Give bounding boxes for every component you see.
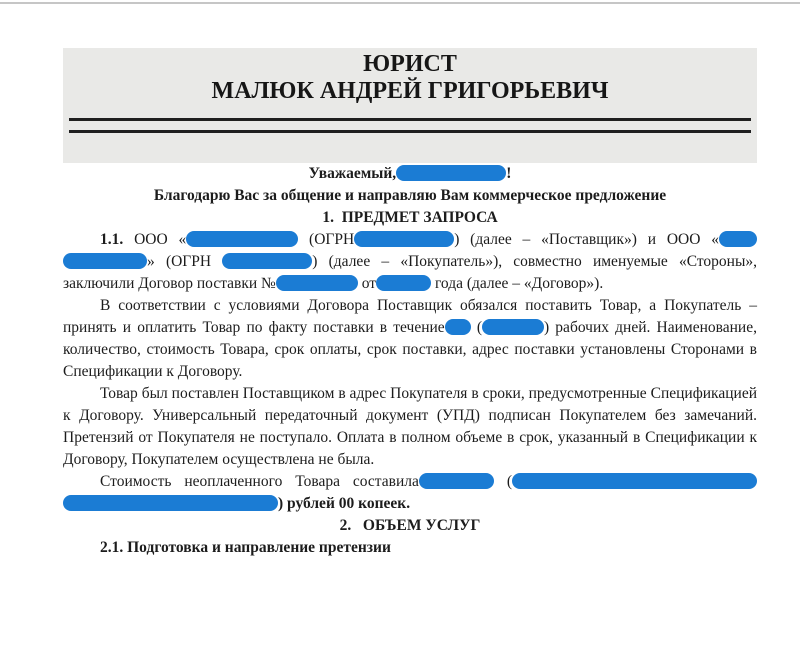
- redaction-marker: [186, 231, 298, 247]
- redaction-marker: [376, 275, 431, 291]
- redaction-marker: [445, 319, 471, 335]
- text-run: Уважаемый,: [308, 165, 397, 182]
- letterhead-rule-top: [69, 118, 751, 121]
- clause-1-1-paragraph: [63, 229, 757, 295]
- redaction-marker: [63, 495, 278, 511]
- greeting-line: [63, 163, 757, 185]
- letterhead-role: ЮРИСТ: [363, 51, 457, 77]
- section1-title: 1. ПРЕДМЕТ ЗАПРОСА: [322, 209, 498, 226]
- redaction-marker: [354, 231, 454, 247]
- text-run: года (далее – «Договор»).: [431, 275, 604, 292]
- letterhead-name: МАЛЮК АНДРЕЙ ГРИГОРЬЕВИЧ: [211, 78, 609, 104]
- text-run: от: [357, 275, 377, 292]
- clause-2-1-title: 2.1. Подготовка и направление претензии: [100, 539, 391, 556]
- text-run: (ОГРН: [298, 231, 355, 248]
- redaction-marker: [222, 253, 312, 269]
- text-run: Стоимость неоплаченного Товара составила: [100, 473, 419, 490]
- text-run: 1.1.: [100, 231, 124, 248]
- text-run: ) (далее – «Покупатель»), совместно именуемые «Стороны», заключили Договор поставки №: [63, 253, 757, 292]
- document-body: [63, 163, 757, 559]
- redaction-marker: [719, 231, 757, 247]
- text-run: ) рабочих дней. Наименование, количество, стоимость Товара, срок оплаты, срок поставки, адрес поставки установлены Сторонами в Спецификации к Договору.: [63, 319, 757, 380]
- letterhead: [63, 48, 757, 163]
- text-run: ООО «: [123, 231, 187, 248]
- text-run: ) (далее – «Поставщик») и ООО «: [454, 231, 719, 248]
- delivery-status-paragraph: Товар был поставлен Поставщиком в адрес Покупателя в сроки, предусмотренные Спецификацией к Договору. Универсальный передаточный документ (УПД) подписан Покупателем без замечаний. Претензий от Покупателя не поступало. Оплата в полном объеме в срок, указанный в Спецификации к Договору, Покупателем осуществлена не была.: [63, 385, 757, 468]
- redaction-marker: [63, 253, 147, 269]
- text-run: (: [470, 319, 482, 336]
- contract-terms-paragraph: [63, 295, 757, 383]
- letterhead-rule-bottom: [69, 130, 751, 133]
- text-run: !: [506, 165, 512, 182]
- unpaid-cost-paragraph: [63, 471, 757, 515]
- redaction-marker: [276, 275, 358, 291]
- text-run: (: [493, 473, 512, 490]
- redaction-marker: [482, 319, 544, 335]
- section2-title: 2. ОБЪЕМ УСЛУГ: [339, 517, 481, 534]
- page-top-divider: [0, 2, 800, 4]
- redaction-marker: [512, 473, 757, 489]
- redaction-marker: [396, 165, 506, 181]
- intro-line: Благодарю Вас за общение и направляю Вам коммерческое предложение: [153, 187, 667, 204]
- text-run: ) рублей 00 копеек.: [278, 495, 411, 512]
- text-run: » (ОГРН: [147, 253, 223, 270]
- redaction-marker: [419, 473, 494, 489]
- text-run: В соответствии с условиями Договора Поставщик обязался поставить Товар, а Покупатель – принять и оплатить Товар по факту поставки в течение: [63, 297, 757, 336]
